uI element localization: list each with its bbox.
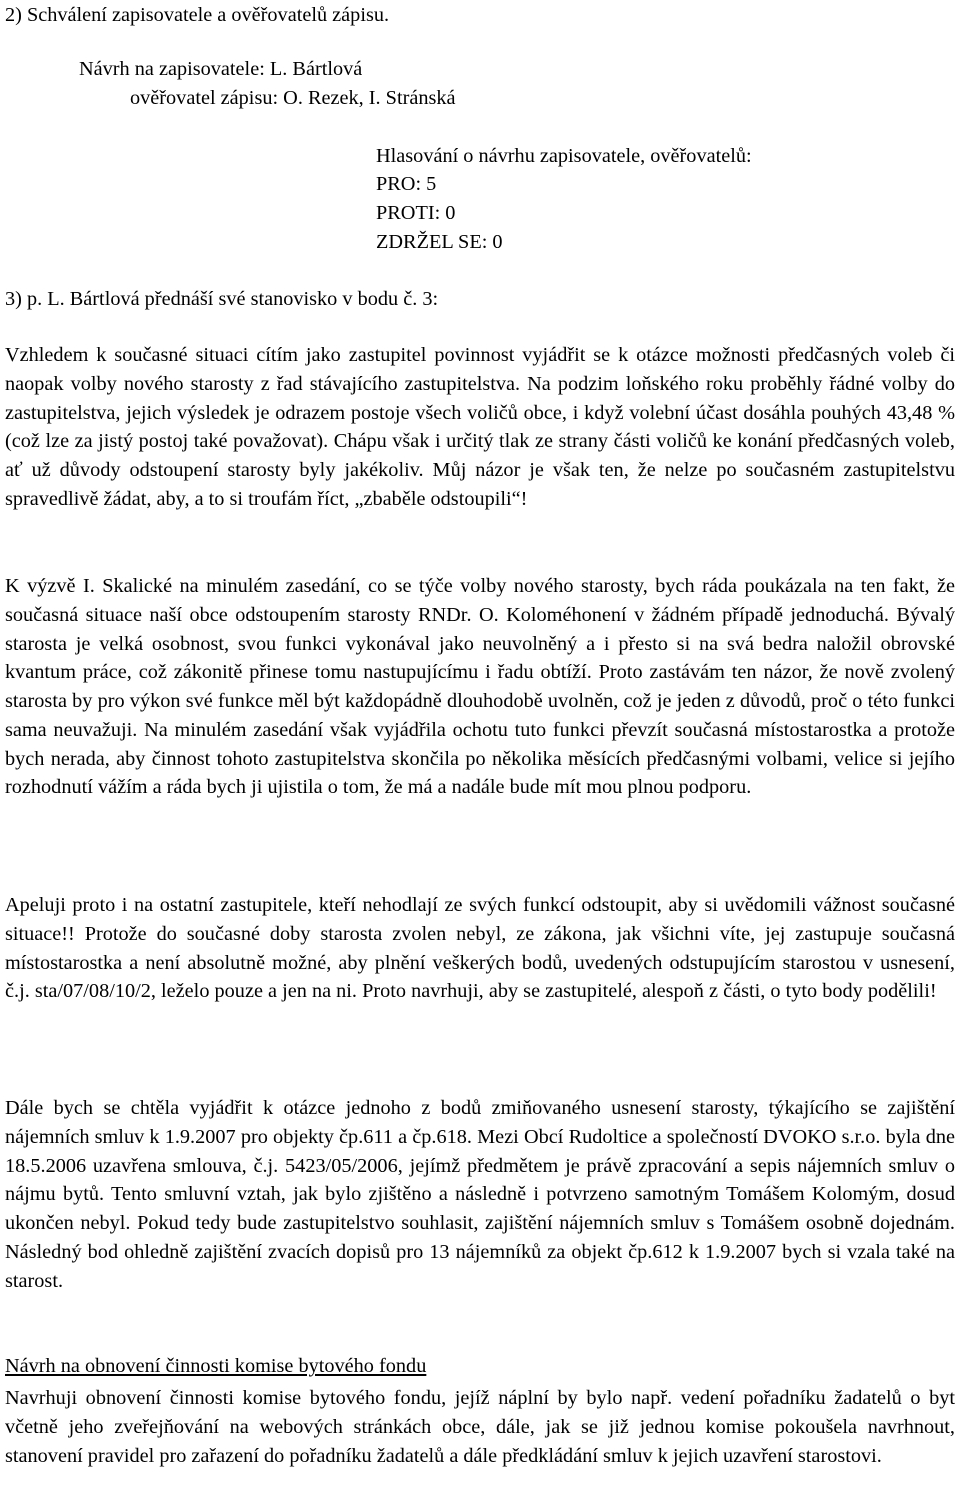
proposal-verifiers: ověřovatel zápisu: O. Rezek, I. Stránská (130, 87, 456, 109)
section2-heading: 2) Schválení zapisovatele a ověřovatelů zápisu. (5, 4, 390, 26)
section3-heading: 3) p. L. Bártlová přednáší své stanovisko v bodu č. 3: (5, 288, 439, 310)
paragraph-1: Vzhledem k současné situaci cítím jako zastupitel povinnost vyjádřit se k otázce možnosti předčasných voleb či naopak volby nového starosty z řad stávajícího zastupitelstva. Na podzim loňského roku proběhly řádné volby do zastupitelstva, jejich výsledek je odrazem postoje všech voličů obce, i když volební účast dosáhla pouhých 43,48 % (což lze za jistý postoj také považovat). Chápu však i určitý tlak ze strany části voličů ke konání předčasných voleb, ať už důvody odstoupení starosty byly jakékoliv. Můj názor je však ten, že nelze po současném zastupitelstvu spravedlivě žádat, aby, a to si troufám říct, „zbaběle odstoupili“! (5, 344, 955, 510)
commission-heading: Návrh na obnovení činnosti komise bytového fondu (5, 1355, 427, 1377)
paragraph-3: Apeluji proto i na ostatní zastupitele, kteří nehodlají ze svých funkcí odstoupit, aby si uvědomili vážnost současné situace!! Protože do současné doby starosta zvolen nebyl, ze zákona, jak všichni víte, jej zastupuje současná místostarostka a není absolutně možné, aby plnění veškerých bodů, uvedených odstupujícím starostou v usnesení, č.j. sta/07/08/10/2, leželo pouze a jen na ni. Proto navrhuji, aby se zastupitelé, alespoň z části, o tyto body podělili! (5, 894, 955, 1003)
vote-title: Hlasování o návrhu zapisovatele, ověřovatelů: (376, 145, 752, 167)
vote-proti: PROTI: 0 (376, 202, 456, 224)
paragraph-4: Dále bych se chtěla vyjádřit k otázce jednoho z bodů zmiňovaného usnesení starosty, týkajícího se zajištění nájemních smluv k 1.9.2007 pro objekty čp.611 a čp.618. Mezi Obcí Rudoltice a společností DVOKO s.r.o. byla dne 18.5.2006 uzavřena smlouva, č.j. 5423/05/2006, jejímž předmětem je právě zpracování a sepis nájemních smluv o nájmu bytů. Tento smluvní vztah, jak bylo zjištěno a následně i potvrzeno samotným Tomášem Kolomým, dosud ukončen nebyl. Pokud tedy bude zastupitelstvo souhlasit, zajištění nájemních smluv s Tomášem osobně dojednám. Následný bod ohledně zajištění zvacích dopisů pro 13 nájemníků za objekt čp.612 k 1.9.2007 bych si vzala také na starost. (5, 1097, 955, 1292)
vote-pro: PRO: 5 (376, 173, 437, 195)
paragraph-5: Navrhuji obnovení činnosti komise bytového fondu, jejíž náplní by bylo např. vedení pořadníku žadatelů o byt včetně jeho zveřejňování na webových stránkách obce, dále, jak se již jednou komise pokoušela navrhnout, stanovení pravidel pro zařazení do pořadníku žadatelů a dále předkládání smluv k jejich uzavření starostovi. (5, 1387, 955, 1467)
proposal-recorder: Návrh na zapisovatele: L. Bártlová (79, 58, 363, 80)
paragraph-2: K výzvě I. Skalické na minulém zasedání, co se týče volby nového starosty, bych ráda poukázala na ten fakt, že současná situace naší obce odstoupením starosty RNDr. O. Koloméhonení v žádném případě jednoduchá. Bývalý starosta je velká osobnost, svou funkci vykonával jako neuvolněný a i přesto si na svá bedra naložil obrovské kvantum práce, což zákonitě přinese tomu nastupujícímu i řadu obtíží. Proto zastávám ten názor, že nově zvolený starosta by pro výkon své funkce měl být každopádně dlouhodobě uvolněn, což je jeden z důvodů, proč o této funkci sama neuvažuji. Na minulém zasedání však vyjádřila ochotu tuto funkci převzít současná místostarostka a protože bych nerada, aby činnost tohoto zastupitelstva skončila po několika měsících předčasnými volbami, velice si jejího rozhodnutí vážím a ráda bych ji ujistila o tom, že má a nadále bude mít mou plnou podporu. (5, 575, 955, 799)
vote-zdrzel: ZDRŽEL SE: 0 (376, 231, 503, 253)
